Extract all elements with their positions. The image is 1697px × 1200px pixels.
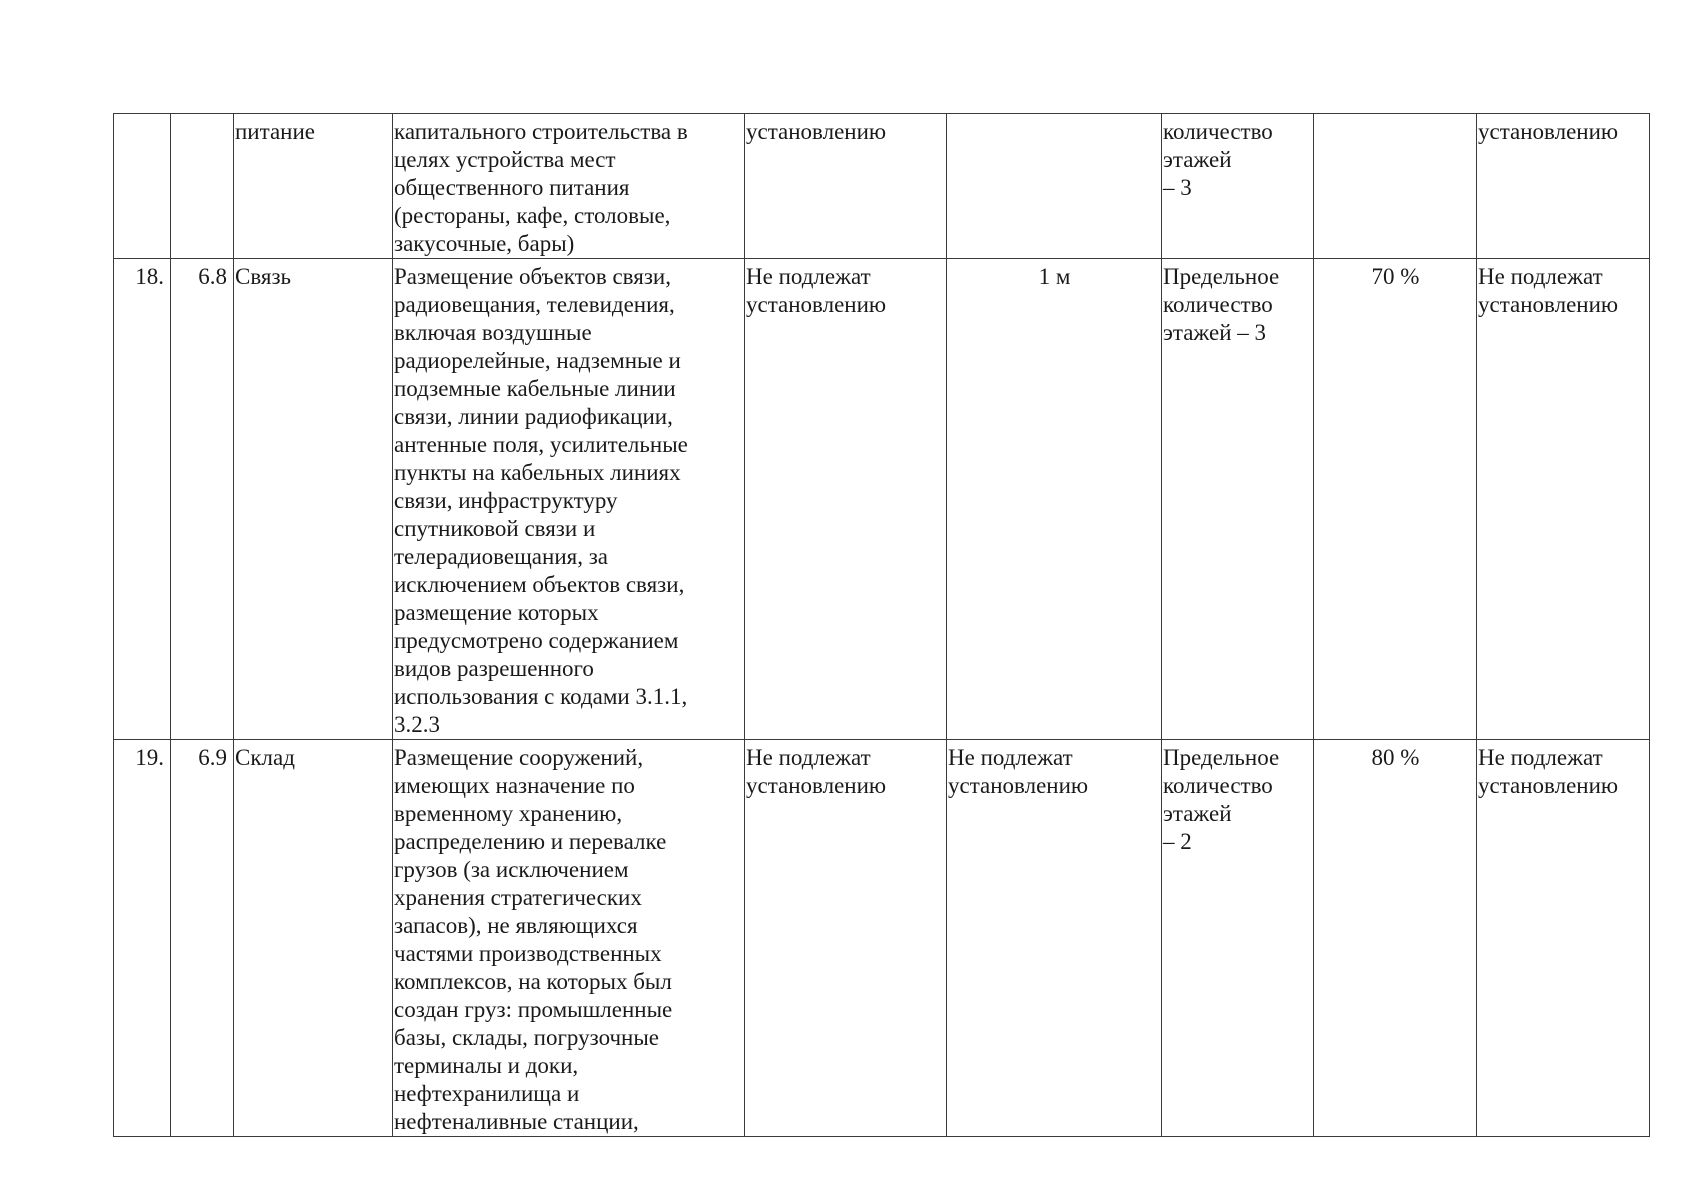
row-description [393,114,745,259]
cell-text-line: предусмотрено содержанием [394,628,679,653]
cell-text-line: Предельное [1163,745,1280,770]
cell-text-line: Связь [235,264,292,289]
cell-text-line: связи, линии радиофикации, [394,404,673,429]
row-number: 19. [114,740,171,1137]
cell-text-line: установлению [1478,773,1619,798]
cell-text-line: (рестораны, кафе, столовые, [394,203,671,228]
table-row [114,259,1650,740]
cell-text-line: этажей [1163,147,1232,172]
row-name [234,740,393,1137]
cell-text-line: 3.2.3 [394,712,440,737]
row-name [234,114,393,259]
cell-text-line: общественного питания [394,175,630,200]
cell-text-line: Не подлежат [1478,745,1603,770]
cell-text-line: хранения стратегических [394,885,642,910]
table-row [114,114,1650,259]
cell-text-line: 1 м [1038,264,1071,289]
cell-text-line: размещение которых [394,600,599,625]
cell-text-line: связи, инфраструктуру [394,488,618,513]
cell-text-line: установлению [948,773,1089,798]
row-col8 [1314,259,1477,740]
cell-text-line: пункты на кабельных линиях [394,460,681,485]
row-description [393,259,745,740]
cell-text-line: Склад [235,745,295,770]
cell-text-line: использования с кодами 3.1.1, [394,684,688,709]
cell-text-line: радиорелейные, надземные и [394,348,681,373]
cell-text-line: подземные кабельные линии [394,376,676,401]
cell-text-line: этажей [1163,801,1232,826]
row-col5 [745,740,947,1137]
cell-text-line: установлению [746,292,887,317]
cell-text-line: 80 % [1371,745,1420,770]
cell-text-line: капитального строительства в [394,119,688,144]
cell-text-line: этажей – 3 [1163,320,1267,345]
cell-text-line: Не подлежат [746,745,871,770]
row-col6 [947,259,1162,740]
cell-text-line: Не подлежат [948,745,1073,770]
row-name [234,259,393,740]
cell-text-line: имеющих назначение по [394,773,635,798]
cell-text-line: исключением объектов связи, [394,572,685,597]
cell-text-line: нефтеналивные станции, [394,1109,639,1134]
cell-text-line: количество [1163,773,1273,798]
row-col9 [1477,114,1650,259]
cell-text-line: распределению и перевалке [394,829,667,854]
land-use-table [113,113,1650,1137]
cell-text-line: антенные поля, усилительные [394,432,688,457]
row-col8 [1314,114,1477,259]
row-number: 18. [114,259,171,740]
cell-text-line: создан груз: промышленные [394,997,673,1022]
cell-text-line: Предельное [1163,264,1280,289]
row-col9 [1477,740,1650,1137]
row-code: 6.9 [171,740,234,1137]
cell-text-line: включая воздушные [394,320,592,345]
cell-text-line: Размещение сооружений, [394,745,644,770]
row-col6 [947,740,1162,1137]
cell-text-line: терминалы и доки, [394,1053,579,1078]
cell-text-line: – 3 [1163,175,1192,200]
row-col8 [1314,740,1477,1137]
cell-text-line: Размещение объектов связи, [394,264,671,289]
row-col7 [1162,740,1314,1137]
cell-text-line: установлению [1478,292,1619,317]
cell-text-line: 70 % [1371,264,1420,289]
row-description [393,740,745,1137]
row-col9 [1477,259,1650,740]
table-row [114,740,1650,1137]
cell-text-line: установлению [746,119,887,144]
cell-text-line: Не подлежат [1478,264,1603,289]
row-col7 [1162,259,1314,740]
cell-text-line: нефтехранилища и [394,1081,580,1106]
cell-text-line: количество [1163,119,1273,144]
row-col5 [745,114,947,259]
cell-text-line: телерадиовещания, за [394,544,609,569]
cell-text-line: количество [1163,292,1273,317]
cell-text-line: комплексов, на которых был [394,969,672,994]
cell-text-line: питание [235,119,315,144]
cell-text-line: запасов), не являющихся [394,913,638,938]
row-col6 [947,114,1162,259]
cell-text-line: закусочные, бары) [394,231,575,256]
cell-text-line: установлению [1478,119,1619,144]
cell-text-line: радиовещания, телевидения, [394,292,675,317]
cell-text-line: Не подлежат [746,264,871,289]
cell-text-line: частями производственных [394,941,662,966]
row-code: 6.8 [171,259,234,740]
row-col7 [1162,114,1314,259]
row-number [114,114,171,259]
cell-text-line: видов разрешенного [394,656,594,681]
row-code [171,114,234,259]
cell-text-line: целях устройства мест [394,147,616,172]
cell-text-line: установлению [746,773,887,798]
cell-text-line: базы, склады, погрузочные [394,1025,660,1050]
cell-text-line: грузов (за исключением [394,857,629,882]
cell-text-line: – 2 [1163,829,1192,854]
cell-text-line: спутниковой связи и [394,516,596,541]
cell-text-line: временному хранению, [394,801,623,826]
row-col5 [745,259,947,740]
